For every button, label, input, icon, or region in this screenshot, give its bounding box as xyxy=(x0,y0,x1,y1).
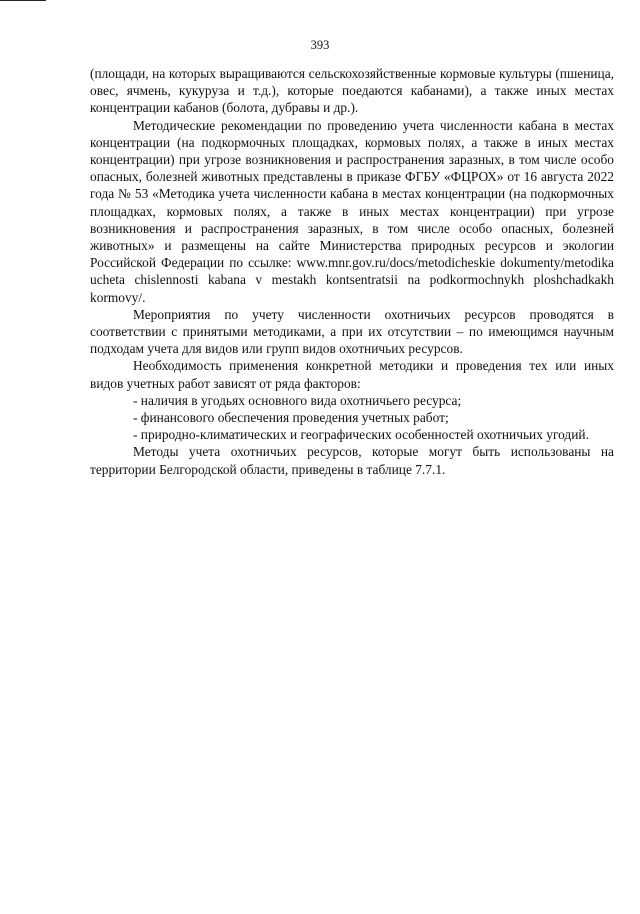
paragraph-accounting-measures: Мероприятия по учету численности охотничьих ресурсов проводятся в соответствии с принятыми методиками, а при их отсутствии – по имеющимся научным подходам учета для видов или групп видов охотничьих ресурсов. xyxy=(90,306,614,357)
list-item-resource-presence: - наличия в угодьях основного вида охотничьего ресурса; xyxy=(133,392,462,408)
list-item-financing: - финансового обеспечения проведения учетных работ; xyxy=(133,410,449,426)
paragraph-methodical-recommendations: Методические рекомендации по проведению учета численности кабана в местах концентрации (на подкормочных площадках, кормовых полях, а также в иных местах концентрации) при угрозе возникновения и распространения заразных, в том числе особо опасных, болезней животных представлены в приказе ФГБУ «ФЦРОХ» от 16 августа 2022 года № 53 «Методика учета численности кабана в местах концентрации (на подкормочных площадках, кормовых полях, а также в иных местах концентрации) при угрозе возникновения и распространения заразных, в том числе особо опасных, болезней животных» и размещены на сайте Министерства природных ресурсов и экологии Российской Федерации по ссылке: www.mnr.gov.ru/docs/metodicheskie dokumenty/metodika ucheta chislennosti kabana v mestakh kontsentratsii na podkormochnykh ploshchadkakh kormovy/. xyxy=(90,117,614,305)
paragraph-methods-table-reference: Методы учета охотничьих ресурсов, которые могут быть использованы на территории Белгородской области, приведены в таблице 7.7.1. xyxy=(90,444,614,477)
document-body xyxy=(90,65,614,478)
paragraph-fields-continuation: (площади, на которых выращиваются сельскохозяйственные кормовые культуры (пшеница, овес, ячмень, кукуруза и т.д.), которые поедаются кабанами), а также иных местах концентрации кабанов (болота, дубравы и др.). xyxy=(90,66,614,116)
top-rule xyxy=(0,0,46,1)
page-number: 393 xyxy=(310,38,330,52)
list-item-climate-geography: - природно-климатических и географических особенностей охотничьих угодий. xyxy=(133,427,589,443)
paragraph-method-necessity: Необходимость применения конкретной методики и проведения тех или иных видов учетных работ зависят от ряда факторов: xyxy=(90,358,614,391)
